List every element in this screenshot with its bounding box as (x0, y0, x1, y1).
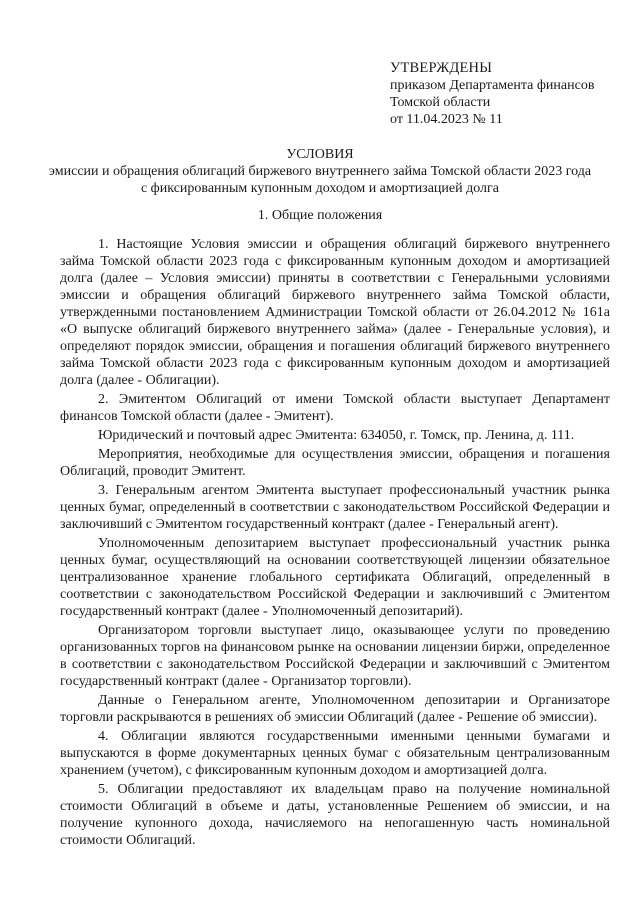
paragraph-10: 5. Облигации предоставляют их владельцам право на получение номинальной стоимости Облигаций в объеме и даты, установленные Решением об эмиссии, и на получение купонного дохода, начисляемого на непогашенную часть номинальной стоимости Облигаций. (60, 782, 610, 848)
paragraph-5: 3. Генеральным агентом Эмитента выступает профессиональный участник рынка ценных бумаг, определенный в соответствии с законодательством Российской Федерации и заключивший с Эмитентом государственный контракт (далее - Генеральный агент). (60, 483, 610, 532)
paragraph-6: Уполномоченным депозитарием выступает профессиональный участник рынка ценных бумаг, осуществляющий на основании соответствующей лицензии обязательное централизованное хранение глобального сертификата Облигаций, определенный в соответствии с законодательством Российской Федерации и заключивший с Эмитентом государственный контракт (далее - Уполномоченный депозитарий). (60, 536, 610, 619)
document-body (60, 236, 610, 851)
approval-line-1: приказом Департамента финансов (390, 78, 595, 93)
paragraph-9: 4. Облигации являются государственными именными ценными бумагами и выпускаются в форме документарных ценных бумаг с обязательным централизованным хранением (учетом), с фиксированным купонным доходом и амортизацией долга. (60, 729, 610, 778)
approval-line-3: от 11.04.2023 № 11 (390, 112, 503, 127)
approval-stamp (390, 60, 594, 128)
paragraph-8: Данные о Генеральном агенте, Уполномоченном депозитарии и Организаторе торговли раскрываются в решениях об эмиссии Облигаций (далее - Решение об эмиссии). (60, 693, 610, 725)
paragraph-7: Организатором торговли выступает лицо, оказывающее услуги по проведению организованных торгов на финансовом рынке на основании лицензии биржи, определенное в соответствии с законодательством Российской Федерации и заключивший с Эмитентом государственный контракт (далее - Организатор торговли). (60, 623, 610, 689)
paragraph-2: 2. Эмитентом Облигаций от имени Томской области выступает Департамент финансов Томской области (далее - Эмитент). (60, 392, 610, 424)
paragraph-1: 1. Настоящие Условия эмиссии и обращения облигаций биржевого внутреннего займа Томской области 2023 года с фиксированным купонным доходом и амортизацией долга (далее – Условия эмиссии) приняты в соответствии с Генеральными условиями эмиссии и обращения облигаций биржевого внутреннего займа Томской области, утвержденными постановлением Администрации Томской области от 26.04.2012 № 161а «О выпуске облигаций биржевого внутреннего займа» (далее - Генеральные условия), и определяют порядок эмиссии, обращения и погашения облигаций биржевого внутреннего займа Томской области 2023 года с фиксированным купонным доходом и амортизацией долга (далее - Облигации). (60, 237, 610, 388)
paragraph-4: Мероприятия, необходимые для осуществления эмиссии, обращения и погашения Облигаций, проводит Эмитент. (60, 447, 610, 479)
document-heading: УСЛОВИЯ (286, 147, 354, 162)
approval-line-2: Томской области (390, 95, 491, 110)
document-subtitle-1: эмиссии и обращения облигаций биржевого внутреннего займа Томской области 2023 года (48, 164, 592, 179)
paragraph-3: Юридический и почтовый адрес Эмитента: 634050, г. Томск, пр. Ленина, д. 111. (98, 428, 575, 443)
document-title (40, 146, 600, 197)
section-title: 1. Общие положения (257, 208, 383, 223)
document-subtitle-2: с фиксированным купонным доходом и амортизацией долга (140, 181, 500, 196)
approval-title: УТВЕРЖДЕНЫ (390, 60, 493, 76)
